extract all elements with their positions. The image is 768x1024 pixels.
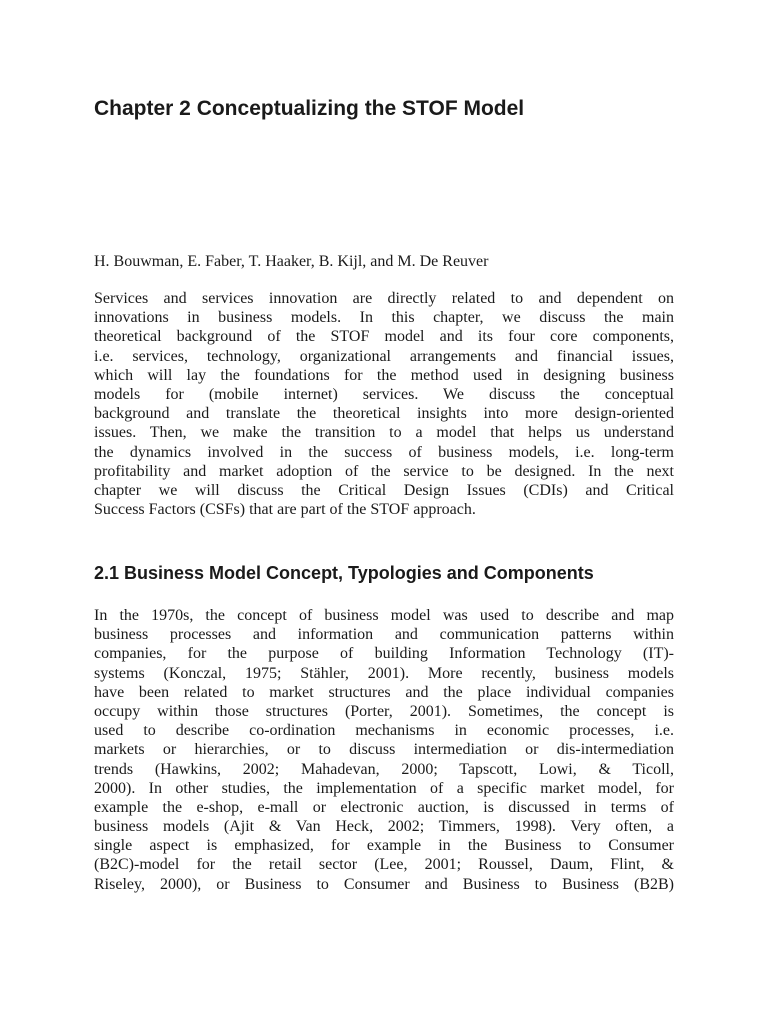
abstract-paragraph bbox=[94, 289, 674, 519]
section-line: markets or hierarchies, or to discuss intermediation or dis-intermediation bbox=[94, 741, 674, 759]
section-line: single aspect is emphasized, for example in the Business to Consumer bbox=[94, 837, 674, 855]
section-line: business models (Ajit & Van Heck, 2002; Timmers, 1998). Very often, a bbox=[94, 818, 674, 836]
section-line: (B2C)-model for the retail sector (Lee, 2001; Roussel, Daum, Flint, & bbox=[94, 856, 674, 874]
abstract-line: Success Factors (CSFs) that are part of the STOF approach. bbox=[94, 501, 476, 519]
abstract-line: issues. Then, we make the transition to a model that helps us understand bbox=[94, 424, 674, 442]
section-line: have been related to market structures and the place individual companies bbox=[94, 683, 674, 701]
abstract-line: chapter we will discuss the Critical Design Issues (CDIs) and Critical bbox=[94, 481, 674, 499]
abstract-line: theoretical background of the STOF model and its four core components, bbox=[94, 328, 674, 346]
section-line: 2000). In other studies, the implementation of a specific market model, for bbox=[94, 779, 674, 797]
section-title: 2.1 Business Model Concept, Typologies and Components bbox=[94, 563, 594, 583]
section-line: business processes and information and communication patterns within bbox=[94, 626, 674, 644]
abstract-line: profitability and market adoption of the service to be designed. In the next bbox=[94, 462, 674, 480]
chapter-title: Chapter 2 Conceptualizing the STOF Model bbox=[94, 97, 525, 120]
abstract-line: i.e. services, technology, organizational arrangements and financial issues, bbox=[94, 347, 674, 365]
abstract-line: the dynamics involved in the success of business models, i.e. long-term bbox=[94, 443, 674, 461]
section-line: systems (Konczal, 1975; Stähler, 2001). More recently, business models bbox=[94, 664, 674, 682]
section-paragraph bbox=[94, 606, 674, 894]
abstract-line: innovations in business models. In this chapter, we discuss the main bbox=[94, 309, 674, 327]
abstract-line: which will lay the foundations for the method used in designing business bbox=[94, 366, 674, 384]
abstract-line: background and translate the theoretical insights into more design-oriented bbox=[94, 405, 674, 423]
section-line: companies, for the purpose of building Information Technology (IT)- bbox=[94, 645, 674, 663]
section-line: trends (Hawkins, 2002; Mahadevan, 2000; Tapscott, Lowi, & Ticoll, bbox=[94, 760, 674, 778]
section-line: example the e-shop, e-mall or electronic auction, is discussed in terms of bbox=[94, 798, 674, 816]
section-line: used to describe co-ordination mechanisms in economic processes, i.e. bbox=[94, 722, 674, 740]
abstract-line: Services and services innovation are directly related to and dependent on bbox=[94, 290, 674, 307]
author-list: H. Bouwman, E. Faber, T. Haaker, B. Kijl, and M. De Reuver bbox=[94, 253, 489, 270]
section-line: Riseley, 2000), or Business to Consumer and Business to Business (B2B) bbox=[94, 875, 674, 893]
section-line: In the 1970s, the concept of business model was used to describe and map bbox=[94, 607, 674, 624]
abstract-line: models for (mobile internet) services. We discuss the conceptual bbox=[94, 385, 674, 403]
section-line: occupy within those structures (Porter, 2001). Sometimes, the concept is bbox=[94, 702, 674, 720]
